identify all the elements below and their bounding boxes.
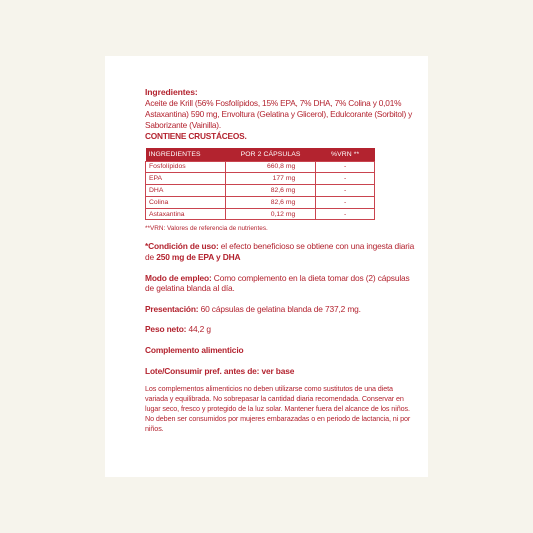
header-ingredients: INGREDIENTES — [146, 148, 226, 161]
header-vrn: %VRN ** — [316, 148, 375, 161]
row-value: 82,6 mg — [225, 196, 316, 208]
lot-text: Lote/Consumir pref. antes de: ver base — [145, 365, 295, 376]
product-label-panel — [105, 56, 428, 477]
presentation-label: Presentación: — [145, 303, 199, 314]
row-name: DHA — [146, 185, 226, 197]
row-name: EPA — [146, 173, 226, 185]
table-row — [146, 173, 375, 185]
net-weight — [145, 324, 416, 335]
net-weight-value: 44,2 g — [186, 324, 211, 335]
row-vrn: - — [316, 196, 375, 208]
presentation-text: 60 cápsulas de gelatina blanda de 737,2 mg. — [198, 303, 361, 314]
disclaimer: Los complementos alimenticios no deben utilizarse como sustitutos de una dieta variada y equilibrada. No sobrepasar la cantidad diaria recomendada. Conservar en lugar seco, fresco y protegido de la luz solar. Mantener fuera del alcance de los niños. No deben ser consumidos por mujeres embarazadas o en periodo de lactancia, ni por niños. — [145, 384, 411, 434]
condition-dose: 250 mg de EPA y DHA — [156, 252, 241, 263]
row-vrn: - — [316, 208, 375, 220]
row-value: 177 mg — [225, 173, 316, 185]
product-type — [145, 345, 416, 356]
table-row — [146, 208, 375, 220]
condition-of-use — [145, 241, 416, 262]
row-vrn: - — [316, 185, 375, 197]
net-weight-label: Peso neto: — [145, 324, 187, 335]
lot-info — [145, 366, 416, 377]
row-name: Colina — [146, 196, 226, 208]
row-vrn: - — [316, 173, 375, 185]
nutrition-table — [145, 148, 375, 220]
table-row — [146, 196, 375, 208]
header-per-2-capsules: POR 2 CÁPSULAS — [225, 148, 316, 161]
ingredients-heading: Ingredientes: — [145, 87, 198, 97]
row-vrn: - — [316, 161, 375, 173]
allergen-warning: CONTIENE CRUSTÁCEOS. — [145, 131, 247, 141]
row-name: Fosfolípidos — [146, 161, 226, 173]
table-row — [146, 161, 375, 173]
vrn-footnote: **VRN: Valores de referencia de nutrientes. — [145, 225, 268, 233]
product-type-text: Complemento alimenticio — [145, 345, 244, 356]
condition-text: el efecto beneficioso se obtiene con una ingesta diaria de — [145, 241, 415, 263]
ingredients-text: Aceite de Krill (56% Fosfolípidos, 15% EPA, 7% DHA, 7% Colina y 0,01% Astaxantina) 590 mg, Envoltura (Gelatina y Glicerol), Edulcorante (Sorbitol) y Saborizante (Vainilla). — [145, 98, 413, 130]
condition-label: *Condición de uso: — [145, 241, 219, 252]
table-row — [146, 185, 375, 197]
usage-instructions — [145, 273, 416, 294]
row-value: 82,6 mg — [225, 185, 316, 197]
row-value: 660,8 mg — [225, 161, 316, 173]
row-value: 0,12 mg — [225, 208, 316, 220]
nutrition-table-header — [146, 148, 375, 161]
usage-label: Modo de empleo: — [145, 272, 212, 283]
presentation — [145, 304, 416, 315]
row-name: Astaxantina — [146, 208, 226, 220]
usage-text: Como complemento en la dieta tomar dos (2) cápsulas de gelatina blanda al día. — [145, 272, 410, 294]
